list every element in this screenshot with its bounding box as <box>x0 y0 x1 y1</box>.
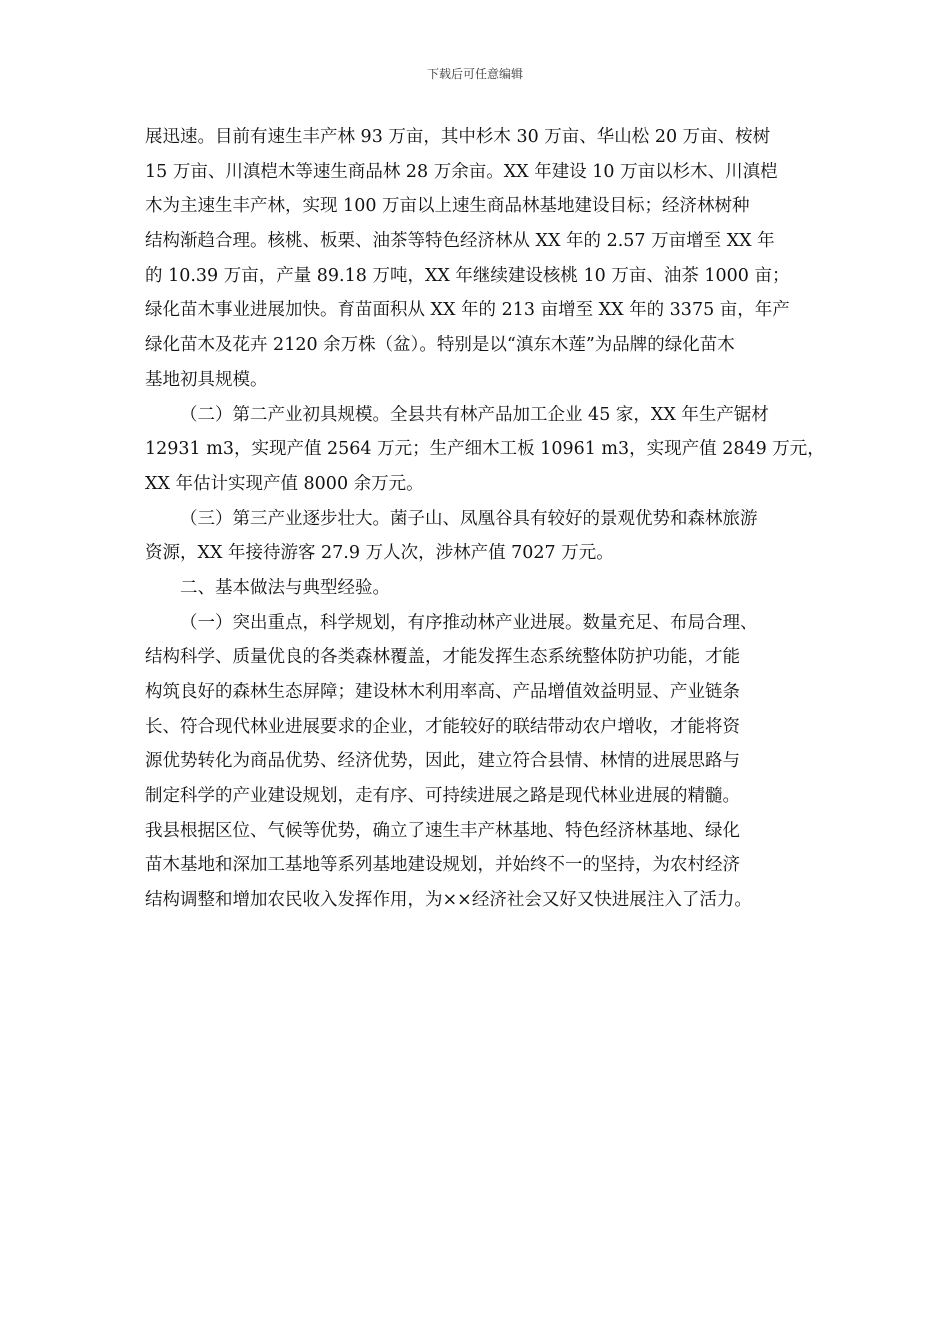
text-line: 绿化苗木事业进展加快。育苗面积从 XX 年的 213 亩增至 XX 年的 3375 亩，年产 <box>145 300 790 321</box>
text-line: 的 10.39 万亩，产量 89.18 万吨，XX 年继续建设核桃 10 万亩、油茶 1000 亩； <box>145 265 790 286</box>
paragraph-tertiary-industry <box>145 506 807 575</box>
text-line: 基地初具规模。 <box>145 369 268 390</box>
paragraph-planning <box>145 610 807 922</box>
text-line: 源优势转化为商品优势、经济优势，因此，建立符合县情、林情的进展思路与 <box>145 751 740 772</box>
text-line: 结构渐趋合理。核桃、板栗、油茶等特色经济林从 XX 年的 2.57 万亩增至 XX 年 <box>145 231 775 252</box>
text-line: （一）突出重点，科学规划，有序推动林产业进展。数量充足、布局合理、 <box>180 612 758 633</box>
document-body <box>145 124 825 922</box>
paragraph-fast-growing-forest <box>145 124 807 402</box>
text-line: 资源，XX 年接待游客 27.9 万人次，涉林产值 7027 万元。 <box>145 543 614 564</box>
text-line: 二、基本做法与典型经验。 <box>180 577 390 598</box>
paragraph-secondary-industry <box>145 402 825 506</box>
text-line: 我县根据区位、气候等优势，确立了速生丰产林基地、特色经济林基地、绿化 <box>145 820 740 841</box>
page-header: 下载后可任意编辑 <box>426 67 523 81</box>
text-line: 制定科学的产业建设规划，走有序、可持续进展之路是现代林业进展的精髓。 <box>145 786 740 807</box>
text-line: （二）第二产业初具规模。全县共有林产品加工企业 45 家，XX 年生产锯材 <box>180 404 769 425</box>
text-line: （三）第三产业逐步壮大。菌子山、凤凰谷具有较好的景观优势和森林旅游 <box>180 508 758 529</box>
text-line: 展迅速。目前有速生丰产林 93 万亩，其中杉木 30 万亩、华山松 20 万亩、桉树 <box>145 127 771 147</box>
text-line: XX 年估计实现产值 8000 余万元。 <box>145 473 424 494</box>
text-line: 结构科学、质量优良的各类森林覆盖，才能发挥生态系统整体防护功能，才能 <box>145 647 740 668</box>
text-line: 15 万亩、川滇桤木等速生商品林 28 万余亩。XX 年建设 10 万亩以杉木、川滇桤 <box>145 161 778 182</box>
text-line: 苗木基地和深加工基地等系列基地建设规划，并始终不一的坚持，为农村经济 <box>145 855 740 876</box>
text-line: 木为主速生丰产林，实现 100 万亩以上速生商品林基地建设目标；经济林树种 <box>145 196 750 217</box>
text-line: 构筑良好的森林生态屏障；建设林木利用率高、产品增值效益明显、产业链条 <box>145 682 740 702</box>
text-line: 绿化苗木及花卉 2120 余万株（盆）。特别是以“滇东木莲”为品牌的绿化苗木 <box>145 335 735 356</box>
text-line: 长、符合现代林业进展要求的企业，才能较好的联结带动农户增收，才能将资 <box>145 716 740 737</box>
text-line: 结构调整和增加农民收入发挥作用，为××经济社会又好又快进展注入了活力。 <box>145 890 752 911</box>
text-line: 12931 m3，实现产值 2564 万元；生产细木工板 10961 m3，实现产值 2849 万元， <box>145 439 825 460</box>
section-heading-basic-practices <box>145 575 807 610</box>
